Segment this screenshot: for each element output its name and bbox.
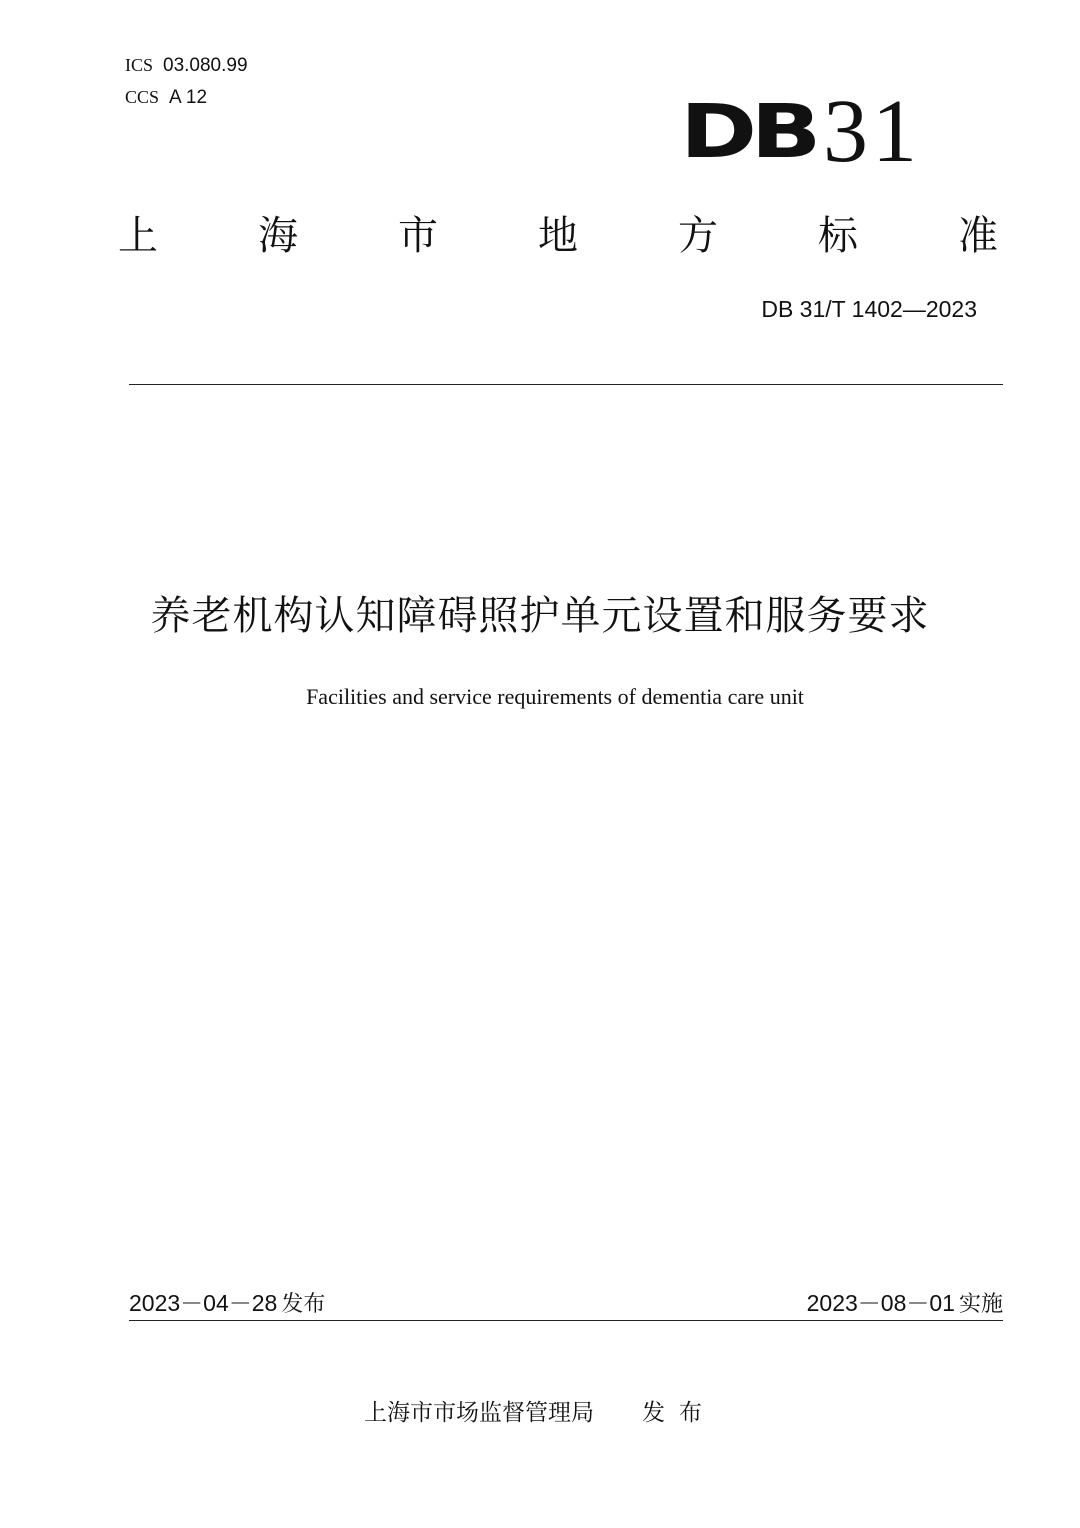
ccs-classification	[125, 86, 207, 109]
document-title-chinese: 养老机构认知障碍照护单元设置和服务要求	[150, 593, 930, 639]
db31-logo	[680, 82, 921, 181]
standard-number: DB 31/T 1402—2023	[761, 296, 977, 322]
standard-type-char: 准	[958, 213, 998, 259]
standard-type-char: 方	[678, 213, 718, 259]
ccs-label: CCS	[125, 87, 160, 107]
issuer-action: 发布	[642, 1400, 716, 1426]
ccs-value: A 12	[169, 87, 208, 108]
standard-type-char: 市	[398, 213, 438, 259]
issue-date-suffix: 发布	[281, 1292, 326, 1317]
bottom-divider	[129, 1320, 1003, 1321]
document-title-english: Facilities and service requirements of dementia care unit	[306, 684, 804, 709]
db-logo-letters: DB	[680, 89, 815, 175]
ics-label: ICS	[125, 55, 154, 75]
top-divider	[129, 384, 1003, 385]
standard-type-char: 标	[818, 213, 858, 259]
issuer-name: 上海市市场监督管理局	[364, 1400, 594, 1426]
standard-type-char: 上	[118, 213, 158, 259]
db-logo-number: 31	[822, 82, 921, 181]
issuing-authority	[0, 1398, 1080, 1428]
standard-type-char: 海	[258, 213, 298, 259]
implementation-date-value: 2023－08－01	[806, 1290, 955, 1316]
standard-type-char: 地	[538, 213, 578, 259]
issue-date-value: 2023－04－28	[129, 1290, 278, 1316]
standard-type-heading	[118, 210, 998, 262]
ics-value: 03.080.99	[163, 55, 248, 76]
implementation-date	[807, 1288, 1003, 1320]
issue-date	[129, 1288, 325, 1320]
implementation-date-suffix: 实施	[958, 1292, 1003, 1317]
ics-classification	[125, 54, 248, 77]
